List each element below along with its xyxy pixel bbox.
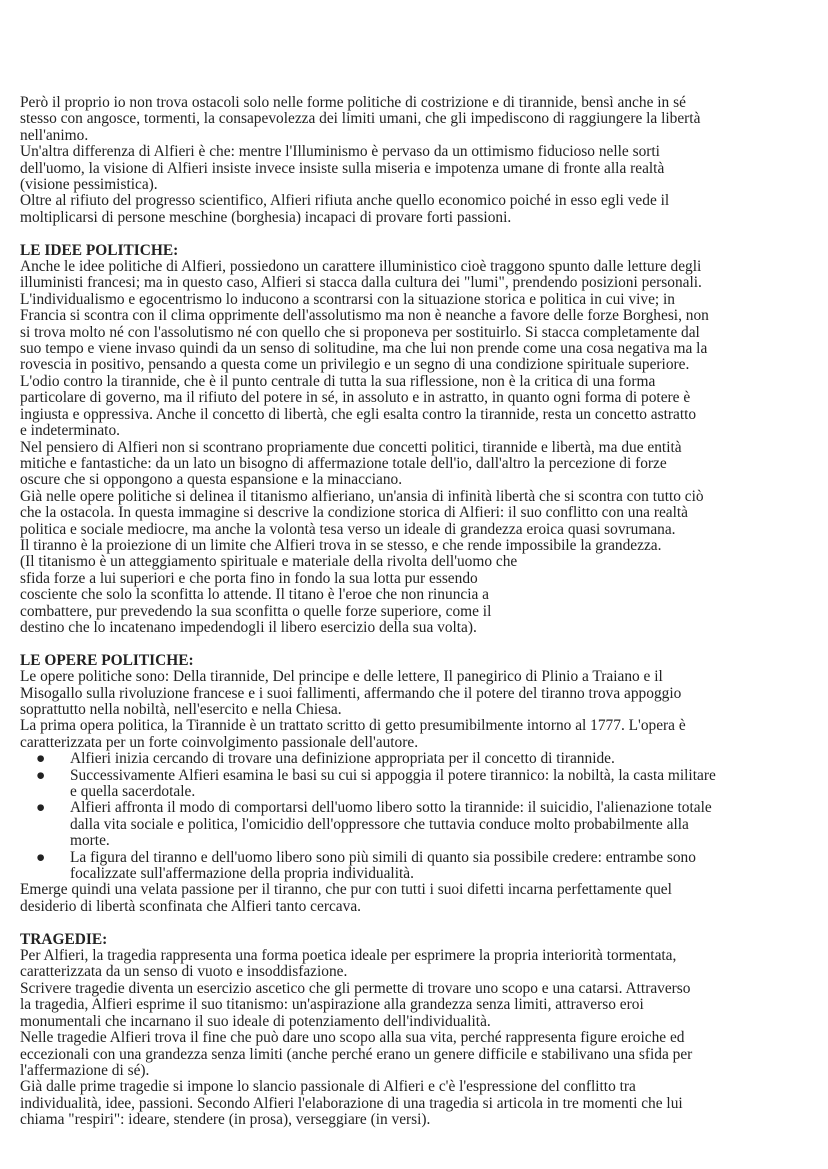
text-line: Le opere politiche sono: Della tirannide, Del principe e delle lettere, Il panegirico di Plinio a Traiano e il xyxy=(20,668,663,686)
list-item xyxy=(20,800,820,849)
text-line: Un'altra differenza di Alfieri è che: mentre l'Illuminismo è pervaso da un ottimismo fiducioso nelle sorti xyxy=(20,143,660,161)
text-line: focalizzate sull'affermazione della propria individualità. xyxy=(70,865,414,883)
text-line: Anche le idee politiche di Alfieri, possiedono un carattere illuministico cioè traggono spunto dalle letture degli xyxy=(20,258,702,276)
text-line: sfida forze a lui superiori e che porta fino in fondo la sua lotta pur essendo xyxy=(20,569,478,587)
text-line: desiderio di libertà sconfinata che Alfieri tanto cercava. xyxy=(20,897,362,915)
bullet-icon: ● xyxy=(36,750,46,768)
spacer xyxy=(20,636,820,652)
text-line: che la ostacola. In questa immagine si descrive la condizione storica di Alfieri: il suo conflitto con una realtà xyxy=(20,504,688,522)
text-line: dalla vita sociale e politica, l'omicidio dell'oppressore che tuttavia conduce molto probabilmente alla xyxy=(70,815,689,833)
text-line: particolare di governo, ma il rifiuto del potere in sé, in assoluto e in astratto, in quanto ogni forma di potere è xyxy=(20,389,691,407)
text-line: stesso con angosce, tormenti, la consapevolezza dei limiti umani, che gli impediscono di raggiungere la libertà xyxy=(20,110,701,128)
text-line: Oltre al rifiuto del progresso scientifico, Alfieri rifiuta anche quello economico poiché in esso egli vede il xyxy=(20,192,670,210)
text-line: caratterizzata per un forte coinvolgimento passionale dell'autore. xyxy=(20,733,419,751)
text-line: Però il proprio io non trova ostacoli solo nelle forme politiche di costrizione e di tirannide, bensì anche in sé xyxy=(20,94,686,111)
text-line: nell'animo. xyxy=(20,126,89,144)
section-opere-politiche xyxy=(20,653,820,916)
section-tragedie xyxy=(20,932,820,1129)
text-line: L'individualismo e egocentrismo lo inducono a scontrarsi con la situazione storica e politica in cui vive; in xyxy=(20,290,675,308)
text-line: La figura del tiranno e dell'uomo libero sono più simili di quanto sia possibile credere: entrambe sono xyxy=(70,848,696,866)
text-line: (visione pessimistica). xyxy=(20,176,158,194)
text-line: moltiplicarsi di persone meschine (borghesia) incapaci di provare forti passioni. xyxy=(20,208,512,226)
section-heading: LE OPERE POLITICHE: xyxy=(20,651,194,669)
section-heading: TRAGEDIE: xyxy=(20,930,108,948)
bullet-icon: ● xyxy=(36,848,46,866)
text-line: Alfieri affronta il modo di comportarsi dell'uomo libero sotto la tirannide: il suicidio, l'alienazione totale xyxy=(70,799,712,817)
text-line: l'affermazione di sé). xyxy=(20,1061,150,1079)
list-item xyxy=(20,751,820,767)
text-line: (Il titanismo è un atteggiamento spirituale e materiale della rivolta dell'uomo che xyxy=(20,553,518,571)
text-line: L'odio contro la tirannide, che è il punto centrale di tutta la sua riflessione, non è la critica di una forma xyxy=(20,372,656,390)
text-line: rovescia in positivo, pensando a questa come un privilegio e un segno di una condizione spirituale superiore. xyxy=(20,356,690,374)
spacer xyxy=(20,915,820,931)
bullet-list xyxy=(20,751,820,882)
text-line: combattere, pur prevedendo la sua sconfitta o quelle forze superiore, come il xyxy=(20,602,492,620)
text-line: oscure che si oppongono a questa espansione e la minacciano. xyxy=(20,471,403,489)
text-line: Emerge quindi una velata passione per il tiranno, che pur con tutti i suoi difetti incarna perfettamente quel xyxy=(20,881,672,899)
text-line: soprattutto nella nobiltà, nell'esercito e nella Chiesa. xyxy=(20,701,342,718)
text-line: suo tempo e viene invaso quindi da un senso di solitudine, ma che lui non prende come una cosa negativa ma la xyxy=(20,340,708,358)
text-line: Già nelle opere politiche si delinea il titanismo alfieriano, un'ansia di infinità libertà che si scontra con tutto ciò xyxy=(20,487,704,505)
text-line: Già dalle prime tragedie si impone lo slancio passionale di Alfieri e c'è l'espressione del conflitto tra xyxy=(20,1078,636,1096)
text-line: Francia si scontra con il clima opprimente dell'assolutismo ma non è neanche a favore delle forze Borghesi, non xyxy=(20,307,709,325)
text-line: Nel pensiero di Alfieri non si scontrano propriamente due concetti politici, tirannide e libertà, ma due entità xyxy=(20,438,682,456)
text-line: Alfieri inizia cercando di trovare una definizione appropriata per il concetto di tirannide. xyxy=(70,750,615,768)
list-item xyxy=(20,768,820,801)
text-line: destino che lo incatenano impedendogli il libero esercizio della sua volta). xyxy=(20,618,477,636)
text-line: caratterizzata da un senso di vuoto e insoddisfazione. xyxy=(20,963,348,981)
text-line: e quella sacerdotale. xyxy=(70,783,196,801)
text-line: ingiusta e oppressiva. Anche il concetto di libertà, che egli esalta contro la tirannide, resta un concetto astratto xyxy=(20,405,697,423)
text-line: Nelle tragedie Alfieri trova il fine che può dare uno scopo alla sua vita, perché rappresenta figure eroiche ed xyxy=(20,1029,685,1047)
section-heading: LE IDEE POLITICHE: xyxy=(20,241,179,259)
list-item xyxy=(20,850,820,883)
text-line: chiama "respiri": ideare, stendere (in prosa), verseggiare (in versi). xyxy=(20,1111,431,1129)
text-line: morte. xyxy=(70,832,110,850)
intro-section xyxy=(20,95,820,226)
text-line: La prima opera politica, la Tirannide è un trattato scritto di getto presumibilmente intorno al 1777. L'opera è xyxy=(20,717,686,735)
text-line: dell'uomo, la visione di Alfieri insiste invece insiste sulla miseria e impotenza umane di fronte alla realtà xyxy=(20,159,665,177)
text-line: Il tiranno è la proiezione di un limite che Alfieri trova in se stesso, e che rende impossibile la grandezza. xyxy=(20,536,662,554)
text-line: Per Alfieri, la tragedia rappresenta una forma poetica ideale per esprimere la propria interiorità tormentata, xyxy=(20,947,677,965)
bullet-icon: ● xyxy=(36,799,46,817)
text-line: e indeterminato. xyxy=(20,422,121,440)
text-line: la tragedia, Alfieri esprime il suo titanismo: un'aspirazione alla grandezza senza limiti, attraverso eroi xyxy=(20,996,644,1014)
text-line: Misogallo sulla rivoluzione francese e i suoi fallimenti, affermando che il potere del tiranno trova appoggio xyxy=(20,684,682,702)
text-line: politica e sociale mediocre, ma anche la volontà tesa verso un ideale di grandezza eroica quasi sovrumana. xyxy=(20,520,676,538)
text-line: si trova molto né con l'assolutismo né con quello che si proponeva per sostituirlo. Si stacca completamente dal xyxy=(20,323,700,341)
text-line: cosciente che solo la sconfitta lo attende. Il titano è l'eroe che non rinuncia a xyxy=(20,586,490,604)
text-line: individualità, idee, passioni. Secondo Alfieri l'elaborazione di una tragedia si articola in tre momenti che lui xyxy=(20,1094,683,1112)
section-idee-politiche xyxy=(20,243,820,637)
text-line: Successivamente Alfieri esamina le basi su cui si appoggia il potere tirannico: la nobiltà, la casta militare xyxy=(70,766,716,784)
text-line: illuministi francesi; ma in questo caso, Alfieri si stacca dalla cultura dei "lumi", prendendo posizioni personali. xyxy=(20,274,702,292)
document-page xyxy=(20,95,820,1129)
spacer xyxy=(20,226,820,242)
text-line: eccezionali con una grandezza senza limiti (anche perché erano un genere difficile e stabilivano una sfida per xyxy=(20,1045,693,1063)
text-line: mitiche e fantastiche: da un lato un bisogno di affermazione totale dell'io, dall'altro la percezione di forze xyxy=(20,454,667,472)
text-line: monumentali che incarnano il suo ideale di potenziamento dell'individualità. xyxy=(20,1012,491,1030)
bullet-icon: ● xyxy=(36,766,46,784)
text-line: Scrivere tragedie diventa un esercizio ascetico che gli permette di trovare uno scopo e una catarsi. Attraverso xyxy=(20,979,691,997)
